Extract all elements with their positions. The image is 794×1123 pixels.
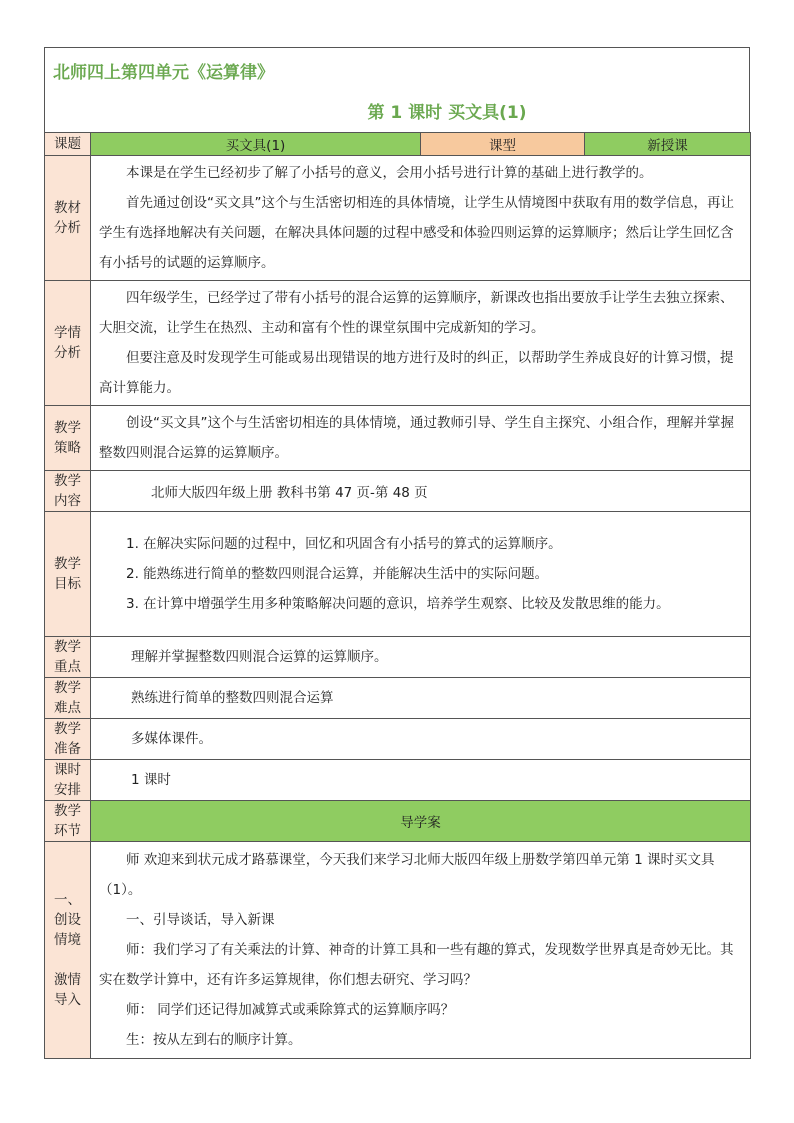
paragraph: 本课是在学生已经初步了解了小括号的意义，会用小括号进行计算的基础上进行教学的。 [126, 165, 653, 181]
goals-label-line2: 目标 [54, 576, 81, 592]
series-title: 北师四上第四单元《运算律》 [53, 63, 274, 83]
intro-label-line: 激情 [54, 972, 81, 988]
intro-label [45, 842, 91, 1059]
type-value: 新授课 [585, 133, 751, 156]
content-label-line2: 内容 [54, 493, 81, 509]
intro-label-line: 创设 [54, 912, 81, 928]
steps-label [45, 801, 91, 842]
paragraph: 首先通过创设“买文具”这个与生活密切相连的具体情境，让学生从情境图中获取有用的数学信息，再让学生有选择地解决有关问题，在解决具体问题的过程中感受和体验四则运算的运算顺序；然后让学生回忆含有小括号的试题的运算顺序。 [99, 195, 734, 271]
goals-label-line1: 教学 [54, 556, 81, 572]
paragraph: 师 欢迎来到状元成才路慕课堂，今天我们来学习北师大版四年级上册数学第四单元第 1 课时买文具（1）。 [99, 852, 715, 898]
paragraph: 师：我们学习了有关乘法的计算、神奇的计算工具和一些有趣的算式，发现数学世界真是奇妙无比。其实在数学计算中，还有许多运算规律，你们想去研究、学习吗？ [99, 942, 734, 988]
strategy-label [45, 406, 91, 471]
difficulties-row [45, 678, 751, 719]
students-row [45, 281, 751, 406]
difficulties-text: 熟练进行简单的整数四则混合运算 [91, 678, 751, 719]
preparation-label [45, 719, 91, 760]
strategy-label-line2: 策略 [54, 440, 81, 456]
topic-label: 课题 [45, 133, 91, 156]
goals-row [45, 512, 751, 637]
schedule-label-line2: 安排 [54, 782, 81, 798]
students-label-line1: 学情 [54, 325, 81, 341]
intro-label-line: 情境 [54, 932, 81, 948]
materials-label-line2: 分析 [54, 220, 81, 236]
content-row [45, 471, 751, 512]
key-points-row [45, 637, 751, 678]
goal-item: 3. 在计算中增强学生用多种策略解决问题的意识，培养学生观察、比较及发散思维的能力。 [126, 596, 670, 612]
materials-row [45, 156, 751, 281]
students-label-line2: 分析 [54, 345, 81, 361]
preparation-label-line1: 教学 [54, 721, 81, 737]
content-text: 北师大版四年级上册 教科书第 47 页-第 48 页 [91, 471, 751, 512]
document-header [44, 47, 750, 132]
goals-label [45, 512, 91, 637]
difficulties-label-line2: 难点 [54, 700, 81, 716]
schedule-text: 1 课时 [91, 760, 751, 801]
key-points-label [45, 637, 91, 678]
difficulties-label-line1: 教学 [54, 680, 81, 696]
students-content [91, 281, 751, 406]
content-label [45, 471, 91, 512]
content-label-line1: 教学 [54, 473, 81, 489]
steps-row [45, 801, 751, 842]
strategy-row [45, 406, 751, 471]
preparation-text: 多媒体课件。 [91, 719, 751, 760]
paragraph: 师： 同学们还记得加减算式或乘除算式的运算顺序吗？ [126, 1002, 455, 1018]
strategy-content [91, 406, 751, 471]
type-label: 课型 [421, 133, 585, 156]
goals-content [91, 512, 751, 637]
info-row [45, 133, 751, 156]
lesson-plan-table [44, 132, 751, 1059]
goal-item: 2. 能熟练进行简单的整数四则混合运算，并能解决生活中的实际问题。 [126, 566, 549, 582]
paragraph: 但要注意及时发现学生可能或易出现错误的地方进行及时的纠正，以帮助学生养成良好的计算习惯，提高计算能力。 [99, 350, 734, 396]
materials-label-line1: 教材 [54, 200, 81, 216]
strategy-label-line1: 教学 [54, 420, 81, 436]
schedule-label [45, 760, 91, 801]
paragraph: 生：按从左到右的顺序计算。 [126, 1032, 302, 1048]
intro-row [45, 842, 751, 1059]
goal-item: 1. 在解决实际问题的过程中，回忆和巩固含有小括号的算式的运算顺序。 [126, 536, 562, 552]
key-points-label-line1: 教学 [54, 639, 81, 655]
topic-value: 买文具(1) [91, 133, 421, 156]
paragraph: 四年级学生，已经学过了带有小括号的混合运算的运算顺序，新课改也指出要放手让学生去独立探索、大胆交流，让学生在热烈、主动和富有个性的课堂氛围中完成新知的学习。 [99, 290, 734, 336]
lesson-plan-document [44, 47, 750, 1059]
key-points-text: 理解并掌握整数四则混合运算的运算顺序。 [91, 637, 751, 678]
intro-content [91, 842, 751, 1059]
difficulties-label [45, 678, 91, 719]
lesson-title: 第 1 课时 买文具(1) [367, 103, 527, 123]
steps-label-line1: 教学 [54, 803, 81, 819]
schedule-label-line1: 课时 [54, 762, 81, 778]
preparation-label-line2: 准备 [54, 741, 81, 757]
steps-value: 导学案 [91, 801, 751, 842]
materials-label [45, 156, 91, 281]
paragraph: 创设“买文具”这个与生活密切相连的具体情境，通过教师引导、学生自主探究、小组合作，理解并掌握整数四则混合运算的运算顺序。 [99, 415, 734, 461]
students-label [45, 281, 91, 406]
preparation-row [45, 719, 751, 760]
intro-label-line: 一、 [54, 892, 81, 908]
steps-label-line2: 环节 [54, 823, 81, 839]
materials-content [91, 156, 751, 281]
intro-label-line: 导入 [54, 992, 81, 1008]
schedule-row [45, 760, 751, 801]
paragraph: 一、引导谈话，导入新课 [126, 912, 275, 928]
key-points-label-line2: 重点 [54, 659, 81, 675]
